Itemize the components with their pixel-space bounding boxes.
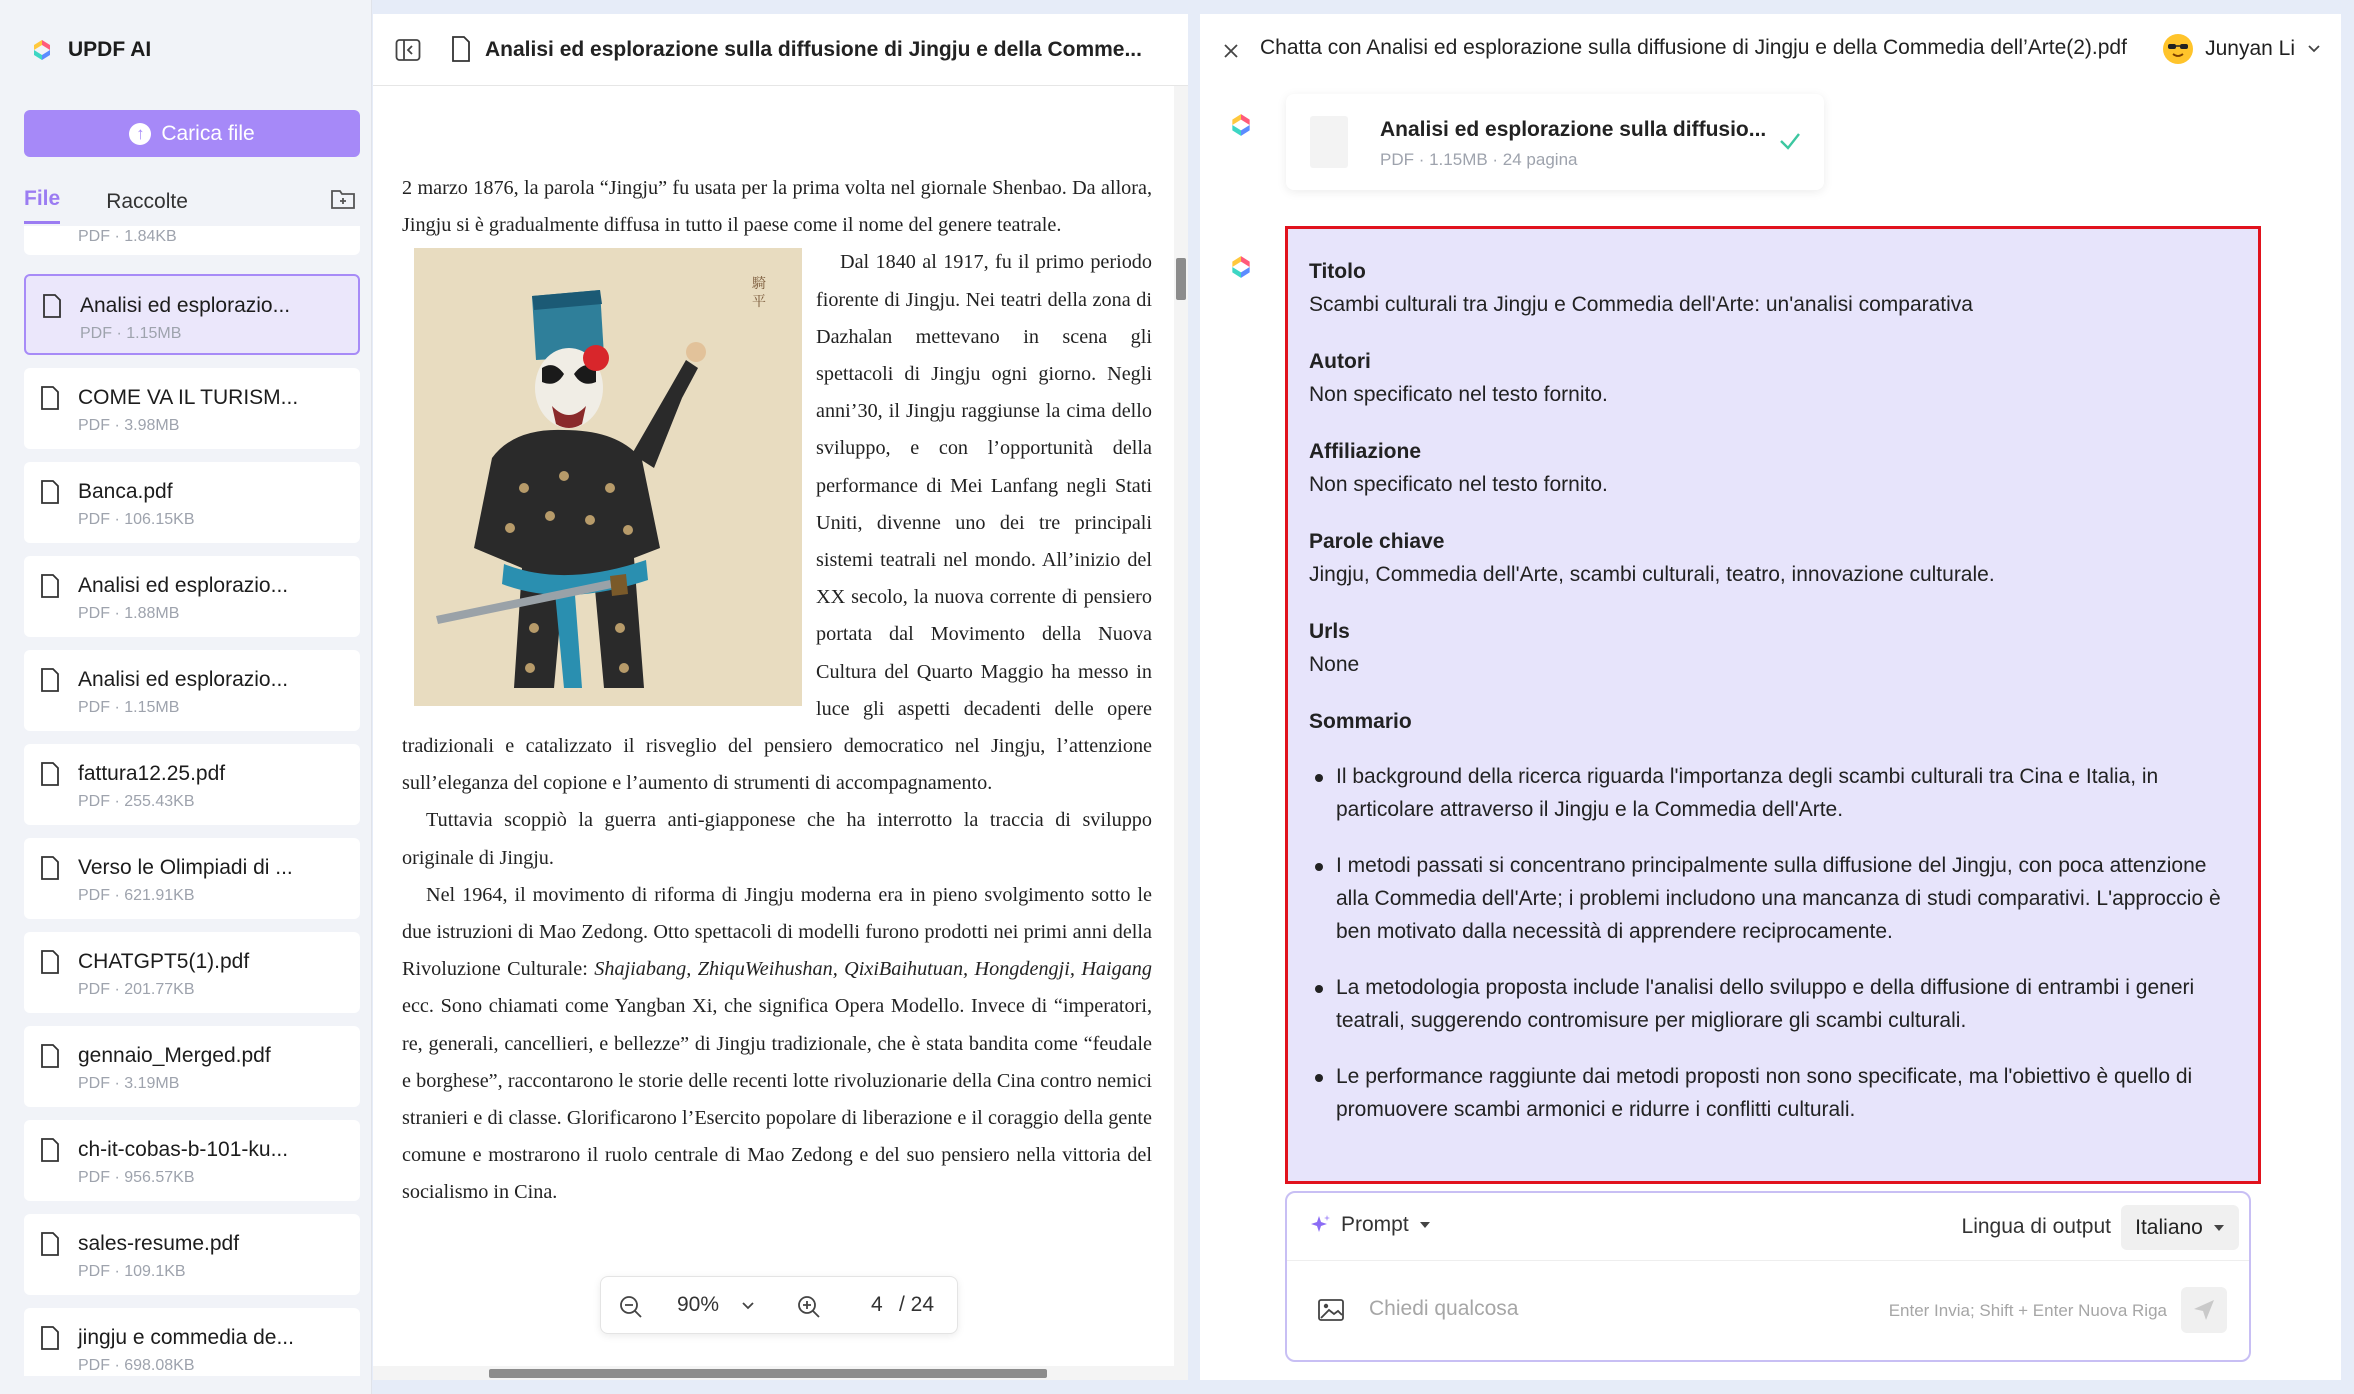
viewer-header: [373, 14, 1188, 86]
tab-raccolte[interactable]: Raccolte: [106, 190, 188, 213]
attached-file-chip[interactable]: [1286, 94, 1824, 190]
prompt-label: Prompt: [1341, 1213, 1409, 1236]
sidebar-toggle-icon[interactable]: [395, 38, 421, 62]
answer-body: [1309, 255, 2239, 1149]
send-icon: [2192, 1298, 2216, 1322]
section-heading: Affiliazione: [1309, 440, 1422, 463]
file-card[interactable]: [24, 462, 360, 543]
file-list: [24, 226, 360, 1376]
chat-input[interactable]: [1369, 1289, 1869, 1329]
file-icon: [42, 294, 62, 318]
scrollbar-thumb[interactable]: [1176, 258, 1186, 300]
chevron-down-icon: [2307, 44, 2321, 54]
file-meta: PDF · 698.08KB: [78, 1357, 195, 1374]
paragraph: [402, 877, 1152, 1212]
paragraph-text: Nel 1964, il movimento di riforma di Jingju moderna era in pieno svolgimento sotto le due istruzioni di Mao Zedong. Otto spettacoli di modelli furono prodotti nei primi anni della Rivoluzione Culturale:: [402, 883, 1152, 981]
file-meta: PDF · 1.88MB: [78, 605, 180, 622]
paragraph: 2 marzo 1876, la parola “Jingju” fu usata per la prima volta nel giornale Shenbao. Da allora, Jingju si è gradualmente diffusa in tutto il paese come il nome del genere teatrale.: [402, 177, 1152, 237]
section-text: Jingju, Commedia dell'Arte, scambi culturali, teatro, innovazione culturale.: [1309, 563, 1995, 586]
section-text: Scambi culturali tra Jingju e Commedia dell'Arte: un'analisi comparativa: [1309, 293, 1973, 316]
zoom-in-icon[interactable]: [797, 1295, 821, 1319]
file-icon: [40, 1326, 60, 1350]
check-icon: [1778, 130, 1802, 152]
file-icon: [40, 574, 60, 598]
file-meta: PDF · 255.43KB: [78, 793, 195, 810]
file-name: Verso le Olimpiadi di ...: [78, 856, 293, 879]
chat-panel: [1200, 14, 2341, 1380]
jingju-illustration: [414, 248, 802, 706]
chevron-down-icon[interactable]: [741, 1301, 755, 1311]
file-meta: PDF · 3.98MB: [78, 417, 180, 434]
vertical-scrollbar[interactable]: [1174, 86, 1188, 1380]
document-title: Analisi ed esplorazione sulla diffusione di Jingju e della Comme...: [485, 38, 1142, 61]
file-card[interactable]: [24, 1308, 360, 1376]
summary-item: I metodi passati si concentrano principalmente sulla diffusione del Jingju, con poca attenzione alla Commedia dell'Arte; i problemi includono una mancanza di studi comparativi. L'approccio è ben motivato dalla necessità di apprendere reciprocamente.: [1309, 849, 2239, 948]
paragraph-italic: Shajiabang, ZhiquWeihushan, QixiBaihutuan, Hongdengji, Haigang: [594, 958, 1152, 981]
file-name: Banca.pdf: [78, 480, 173, 503]
assistant-logo-icon: [1228, 254, 1254, 280]
file-icon: [40, 386, 60, 410]
output-language-label: Lingua di output: [1961, 1215, 2111, 1238]
file-name: sales-resume.pdf: [78, 1232, 240, 1255]
file-card[interactable]: [24, 650, 360, 731]
file-card[interactable]: [24, 368, 360, 449]
section-heading: Urls: [1309, 620, 1350, 643]
document-icon: [451, 36, 471, 62]
chat-header: [1200, 14, 2341, 84]
attached-file-name: Analisi ed esplorazione sulla diffusio...: [1380, 118, 1767, 141]
chat-title: Chatta con Analisi ed esplorazione sulla diffusione di Jingju e della Commedia dell’Arte(2).pdf: [1260, 36, 2127, 59]
upload-file-button[interactable]: [24, 110, 360, 157]
prompt-toolbar: [1287, 1193, 2249, 1261]
file-icon: [40, 668, 60, 692]
paragraph: Tuttavia scoppiò la guerra anti-giapponese che ha interrotto la traccia di sviluppo originale di Jingju.: [402, 809, 1152, 869]
image-upload-icon[interactable]: [1317, 1298, 1345, 1322]
file-meta: PDF · 109.1KB: [78, 1263, 186, 1280]
new-folder-icon[interactable]: [330, 188, 356, 210]
pdf-thumbnail-icon: [1310, 116, 1348, 168]
file-card[interactable]: [24, 1120, 360, 1201]
file-meta: PDF · 1.15MB: [80, 325, 182, 342]
section-text: Non specificato nel testo fornito.: [1309, 473, 1608, 496]
summary-heading: Sommario: [1309, 710, 1412, 733]
attached-file-meta: PDF · 1.15MB · 24 pagina: [1380, 150, 1578, 169]
section-heading: Parole chiave: [1309, 530, 1445, 553]
sparkle-icon: [1309, 1214, 1331, 1236]
page-total: / 24: [899, 1293, 935, 1316]
file-icon: [40, 856, 60, 880]
paragraph: Dal 1840 al 1917, fu il primo periodo fiorente di Jingju. Nei teatri della zona di Dazhalan mettevano in scena gli spettacoli di Jingju ogni giorno. Negli anni’30, il Jingju raggiunse la cima dello sviluppo, e con l’opportunità della performance di Mei Lanfang negli Stati Uniti, divenne uno dei tre principali sistemi teatrali nel mondo. All’inizio del XX secolo, la nuova corrente di pensiero portata dal Movimento della Nuova Cultura del Quarto Maggio ha messo in luce gli aspetti decadenti delle opere tradizionali e catalizzato il risveglio del pensiero democratico nel Jingju, l’attenzione sull’eleganza del copione e l’aumento di strumenti di accompagnamento.: [402, 251, 1152, 795]
assistant-answer: [1285, 226, 2261, 1184]
zoom-level[interactable]: 90%: [677, 1293, 720, 1316]
summary-item: Le performance raggiunte dai metodi proposti non sono specificate, ma l'obiettivo è quello di promuovere scambi armonici e ridurre i conflitti culturali.: [1309, 1060, 2239, 1126]
file-meta: PDF · 956.57KB: [78, 1169, 195, 1186]
file-icon: [40, 1138, 60, 1162]
file-icon: [40, 1044, 60, 1068]
file-name: CHATGPT5(1).pdf: [78, 950, 250, 973]
upload-file-label: Carica file: [161, 121, 255, 145]
pdf-page: [402, 170, 1152, 1212]
file-name: jingju e commedia de...: [78, 1326, 294, 1349]
file-meta: PDF · 1.84KB: [78, 228, 177, 245]
assistant-logo-icon: [1228, 112, 1254, 138]
file-icon: [40, 762, 60, 786]
file-card-partial[interactable]: [24, 226, 360, 255]
file-name: Analisi ed esplorazio...: [78, 668, 289, 691]
svg-text:騎: 騎: [752, 276, 766, 293]
output-language-select[interactable]: [2121, 1205, 2239, 1250]
pdf-viewer: [373, 14, 1188, 1380]
caret-down-icon: [1419, 1221, 1431, 1229]
file-card[interactable]: [24, 556, 360, 637]
summary-item: Il background della ricerca riguarda l'importanza degli scambi culturali tra Cina e Italia, in particolare attraverso il Jingju e la Commedia dell'Arte.: [1309, 760, 2239, 826]
user-menu[interactable]: [2163, 32, 2321, 66]
zoom-toolbar: [600, 1276, 958, 1334]
user-name: Junyan Li: [2205, 37, 2295, 60]
sidebar-tabs: [24, 186, 360, 224]
file-name: COME VA IL TURISM...: [78, 386, 299, 409]
summary-list: [1309, 760, 2239, 1126]
file-meta: PDF · 106.15KB: [78, 511, 195, 528]
file-card[interactable]: [24, 838, 360, 919]
paragraph-text: ecc. Sono chiamati come Yangban Xi, che significa Opera Modello. Invece di “imperatori, re, generali, cancellieri, e bellezze” di Jingju tradizionale, che è stata bandita come “feudale e borghese”, raccontarono le storie delle recenti lotte rivoluzionarie della Cina contro nemici stranieri e di classe. Glorificarono l’Esercito popolare di liberazione e il coraggio della gente comune e mostrarono il ruolo centrale di Mao Zedong e del suo pensiero nella vittoria del socialismo in Cina.: [402, 995, 1152, 1204]
sunglasses-emoji-icon: [2163, 34, 2193, 64]
section-text: None: [1309, 653, 1360, 676]
upload-icon: ↑: [129, 123, 151, 145]
brand: [30, 32, 151, 68]
file-card[interactable]: [24, 932, 360, 1013]
svg-text:平: 平: [752, 294, 766, 311]
zoom-out-icon[interactable]: [619, 1295, 643, 1319]
file-meta: PDF · 621.91KB: [78, 887, 195, 904]
file-meta: PDF · 1.15MB: [78, 699, 180, 716]
updf-logo-icon: [30, 38, 54, 62]
section-text: Non specificato nel testo fornito.: [1309, 383, 1608, 406]
file-card[interactable]: [24, 1026, 360, 1107]
chat-input-box: [1285, 1191, 2251, 1362]
tab-file[interactable]: File: [24, 187, 60, 224]
file-icon: [40, 1232, 60, 1256]
horizontal-scrollbar[interactable]: [373, 1366, 1174, 1380]
prompt-button[interactable]: [1309, 1213, 1431, 1237]
file-name: Analisi ed esplorazio...: [78, 574, 289, 597]
jingju-figure-image: [414, 248, 802, 706]
page-current[interactable]: 4: [871, 1293, 883, 1316]
output-language-value: Italiano: [2135, 1215, 2203, 1239]
caret-down-icon: [2213, 1224, 2225, 1232]
file-card[interactable]: [24, 744, 360, 825]
file-name: Analisi ed esplorazio...: [80, 294, 291, 317]
close-icon[interactable]: [1220, 40, 1242, 62]
file-meta: PDF · 3.19MB: [78, 1075, 180, 1092]
section-heading: Titolo: [1309, 260, 1366, 283]
file-icon: [40, 480, 60, 504]
scrollbar-thumb[interactable]: [489, 1369, 1047, 1378]
file-name: gennaio_Merged.pdf: [78, 1044, 271, 1067]
summary-item: La metodologia proposta include l'analisi dello sviluppo e della diffusione di entrambi i generi teatrali, suggerendo contromisure per migliorare gli scambi culturali.: [1309, 971, 2239, 1037]
file-card-selected[interactable]: [24, 274, 360, 355]
file-card[interactable]: [24, 1214, 360, 1295]
file-meta: PDF · 201.77KB: [78, 981, 195, 998]
send-button[interactable]: [2181, 1287, 2227, 1333]
section-heading: Autori: [1309, 350, 1371, 373]
file-name: ch-it-cobas-b-101-ku...: [78, 1138, 289, 1161]
input-hint: Enter Invia; Shift + Enter Nuova Riga: [1888, 1301, 2167, 1320]
avatar: [2163, 34, 2193, 64]
file-name: fattura12.25.pdf: [78, 762, 226, 785]
file-icon: [40, 950, 60, 974]
sidebar: [0, 0, 372, 1394]
app-name: UPDF AI: [68, 38, 152, 61]
